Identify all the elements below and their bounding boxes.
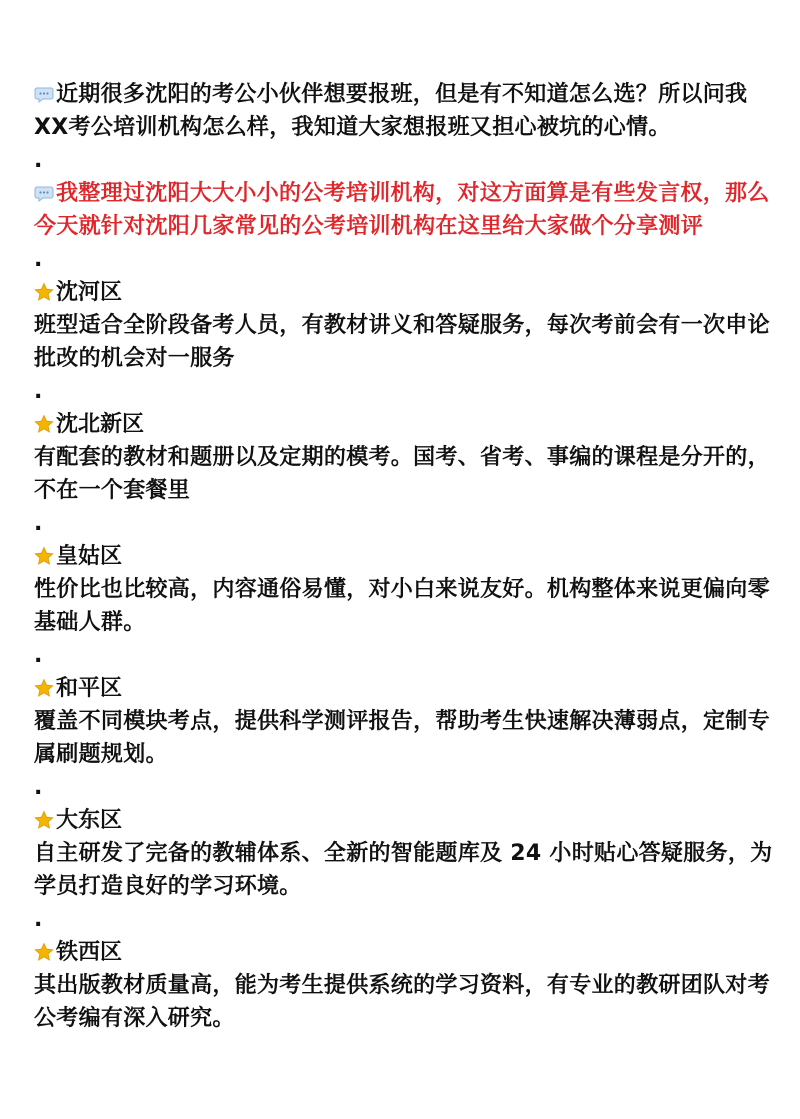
article <box>34 78 774 1035</box>
district-description: 性价比也比较高，内容通俗易懂，对小白来说友好。机构整体来说更偏向零基础人群。 <box>34 577 770 635</box>
highlight-paragraph <box>34 177 774 243</box>
district-title <box>34 804 774 837</box>
district-name: 沈河区 <box>56 280 123 305</box>
separator-dot: . <box>34 643 43 668</box>
speech-bubble-icon <box>34 84 54 104</box>
star-icon <box>34 414 54 434</box>
district-description: 班型适合全阶段备考人员，有教材讲义和答疑服务，每次考前会有一次申论批改的机会对一服务 <box>34 313 770 371</box>
district-name: 大东区 <box>56 808 123 833</box>
district-description: 有配套的教材和题册以及定期的模考。国考、省考、事编的课程是分开的，不在一个套餐里 <box>34 445 770 503</box>
star-icon <box>34 546 54 566</box>
intro-paragraph <box>34 78 774 144</box>
district-title <box>34 540 774 573</box>
district-section <box>34 936 774 1035</box>
district-description: 自主研发了完备的教辅体系、全新的智能题库及 24 小时贴心答疑服务，为学员打造良好的学习环境。 <box>34 841 773 899</box>
district-description: 覆盖不同模块考点，提供科学测评报告，帮助考生快速解决薄弱点，定制专属刷题规划。 <box>34 709 770 767</box>
district-title <box>34 408 774 441</box>
district-name: 铁西区 <box>56 940 123 965</box>
separator-dot: . <box>34 775 43 800</box>
star-icon <box>34 282 54 302</box>
district-name: 皇姑区 <box>56 544 123 569</box>
district-name: 沈北新区 <box>56 412 145 437</box>
separator-dot: . <box>34 247 43 272</box>
district-section <box>34 672 774 771</box>
district-title <box>34 672 774 705</box>
speech-bubble-icon <box>34 183 54 203</box>
district-section <box>34 276 774 375</box>
district-section <box>34 408 774 507</box>
district-description: 其出版教材质量高，能为考生提供系统的学习资料，有专业的教研团队对考公考编有深入研究。 <box>34 973 770 1031</box>
separator-dot: . <box>34 511 43 536</box>
separator-dot: . <box>34 148 43 173</box>
district-name: 和平区 <box>56 676 123 701</box>
separator-dot: . <box>34 907 43 932</box>
district-title <box>34 276 774 309</box>
district-title <box>34 936 774 969</box>
district-section <box>34 540 774 639</box>
intro-text: 近期很多沈阳的考公小伙伴想要报班，但是有不知道怎么选？所以问我XX考公培训机构怎么样，我知道大家想报班又担心被坑的心情。 <box>34 82 748 140</box>
star-icon <box>34 942 54 962</box>
highlight-text: 我整理过沈阳大大小小的公考培训机构，对这方面算是有些发言权，那么今天就针对沈阳几家常见的公考培训机构在这里给大家做个分享测评 <box>34 181 770 239</box>
separator-dot: . <box>34 379 43 404</box>
star-icon <box>34 678 54 698</box>
district-section <box>34 804 774 903</box>
star-icon <box>34 810 54 830</box>
